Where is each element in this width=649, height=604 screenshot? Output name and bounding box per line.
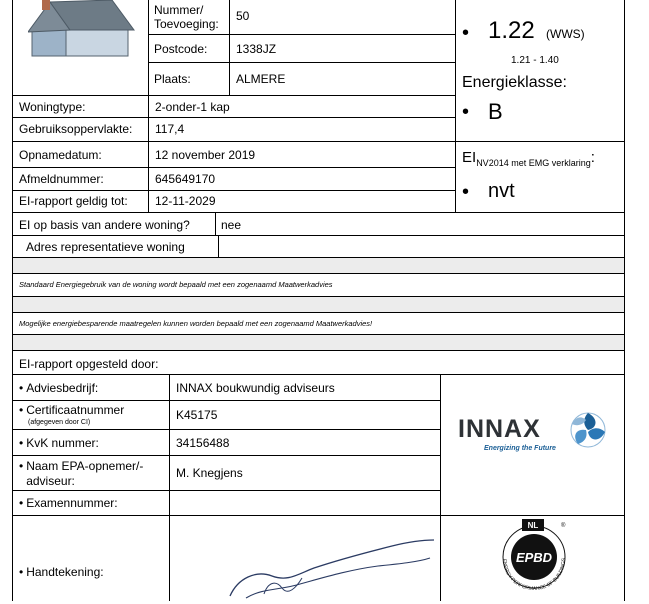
type-label: Woningtype: bbox=[19, 100, 86, 114]
nv-bullet: • bbox=[462, 181, 470, 203]
area-value: 117,4 bbox=[155, 122, 185, 136]
ei-nv-sub: NV2014 met EMG verklaring bbox=[476, 158, 591, 168]
date-label: Opnamedatum: bbox=[19, 148, 102, 162]
frame-left bbox=[12, 0, 13, 601]
row-line bbox=[12, 334, 624, 335]
number-value: 50 bbox=[236, 9, 250, 23]
col-divider-g bbox=[440, 374, 441, 601]
col-divider-e bbox=[218, 235, 219, 257]
row-line bbox=[12, 212, 624, 213]
innax-swirl-icon bbox=[568, 410, 608, 450]
cert-sublabel: (afgegeven door CI) bbox=[28, 419, 91, 426]
issuer-heading: EI-rapport opgesteld door: bbox=[19, 357, 159, 371]
note-standard: Standaard Energiegebruik van de woning wordt bepaald met een zogenaamd Maatwerkadvies bbox=[19, 280, 333, 289]
area-label: Gebruiksoppervlakte: bbox=[19, 122, 133, 136]
energy-class-label: Energieklasse: bbox=[462, 74, 567, 91]
kvk-label-text: KvK nummer: bbox=[26, 436, 99, 450]
ei-nv-label bbox=[462, 149, 595, 168]
kvk-value: 34156488 bbox=[176, 436, 230, 450]
row-line bbox=[12, 167, 455, 168]
row-line bbox=[12, 400, 440, 401]
gray-band-2 bbox=[13, 296, 624, 312]
epbd-nl: NL bbox=[527, 521, 539, 530]
col-divider-d bbox=[215, 212, 216, 235]
row-line bbox=[12, 312, 624, 313]
valid-value: 12-11-2029 bbox=[155, 194, 216, 208]
representative-answer: nee bbox=[221, 218, 242, 232]
representative-question: EI op basis van andere woning? bbox=[19, 218, 190, 232]
row-line bbox=[12, 273, 624, 274]
adviser-value: M. Knegjens bbox=[176, 466, 243, 480]
record-number-value: 645649170 bbox=[155, 172, 216, 186]
row-line bbox=[12, 296, 624, 297]
col-divider-b bbox=[229, 0, 230, 95]
row-line bbox=[148, 34, 455, 35]
row-line bbox=[12, 374, 624, 375]
adviser-label bbox=[19, 459, 143, 489]
record-number-label: Afmeldnummer: bbox=[19, 172, 104, 186]
innax-logo bbox=[458, 410, 618, 458]
col-divider-a bbox=[148, 0, 149, 212]
company-label-text: Adviesbedrijf: bbox=[26, 381, 99, 395]
row-line bbox=[12, 515, 624, 516]
energy-index-unit: (WWS) bbox=[546, 27, 585, 41]
index-bullet: • bbox=[462, 22, 470, 44]
cert-value: K45175 bbox=[176, 408, 218, 422]
kvk-label bbox=[19, 437, 99, 449]
energy-index-value: 1.22 bbox=[488, 17, 535, 44]
cert-label-text: Certificaatnummer bbox=[26, 403, 125, 417]
signature-image bbox=[172, 518, 438, 601]
note-measures: Mogelijke energiebesparende maatregelen kunnen worden bepaald met een zogenaamd Maatwerkadvies! bbox=[19, 319, 373, 328]
col-divider-c bbox=[455, 0, 456, 212]
row-line bbox=[12, 117, 455, 118]
signature-label-text: Handtekening: bbox=[26, 565, 104, 579]
number-label: Nummer/ Toevoeging: bbox=[154, 3, 219, 31]
row-line bbox=[12, 455, 440, 456]
row-line bbox=[12, 190, 455, 191]
col-divider-f bbox=[169, 374, 170, 601]
energy-class-value: B bbox=[488, 99, 503, 124]
gray-band-1 bbox=[13, 257, 624, 273]
valid-label: EI-rapport geldig tot: bbox=[19, 194, 128, 208]
ei-nv-value: nvt bbox=[488, 180, 515, 202]
class-bullet: • bbox=[462, 101, 470, 123]
signature-label bbox=[19, 566, 104, 578]
exam-label bbox=[19, 497, 118, 509]
postcode-label: Postcode: bbox=[154, 42, 208, 56]
row-line bbox=[148, 62, 455, 63]
cert-label bbox=[19, 404, 124, 416]
ei-nv-prefix: EI bbox=[462, 149, 477, 166]
representative-address-label: Adres representatieve woning bbox=[26, 240, 185, 254]
row-line bbox=[12, 141, 624, 142]
row-line bbox=[12, 257, 624, 258]
energy-index-range: 1.21 - 1.40 bbox=[511, 55, 559, 66]
frame-right bbox=[624, 0, 625, 601]
city-label: Plaats: bbox=[154, 72, 191, 86]
date-value: 12 november 2019 bbox=[155, 148, 256, 162]
row-line bbox=[12, 429, 440, 430]
company-label bbox=[19, 382, 98, 394]
innax-tagline: Energizing the Future bbox=[484, 445, 556, 452]
postcode-value: 1338JZ bbox=[236, 42, 277, 56]
row-line bbox=[12, 95, 455, 96]
svg-text:®: ® bbox=[561, 523, 566, 529]
house-icon bbox=[28, 0, 140, 58]
exam-label-text: Examennummer: bbox=[26, 496, 118, 510]
row-line bbox=[12, 490, 440, 491]
company-value: INNAX boukwundig adviseurs bbox=[176, 381, 335, 395]
city-value: ALMERE bbox=[236, 72, 286, 86]
adviser-label-text: Naam EPA-opnemer/- adviseur: bbox=[26, 459, 144, 488]
row-line bbox=[12, 350, 624, 351]
innax-name: INNAX bbox=[458, 415, 541, 443]
epbd-text: EPBD bbox=[515, 550, 553, 565]
type-value: 2-onder-1 kap bbox=[155, 100, 230, 114]
epbd-ring-text: ENERGY PERFORMANCE OF BUILDINGS bbox=[500, 557, 568, 593]
row-line bbox=[12, 235, 624, 236]
epbd-logo bbox=[494, 517, 574, 599]
gray-band-3 bbox=[13, 334, 624, 350]
ei-nv-suffix: : bbox=[590, 149, 595, 166]
